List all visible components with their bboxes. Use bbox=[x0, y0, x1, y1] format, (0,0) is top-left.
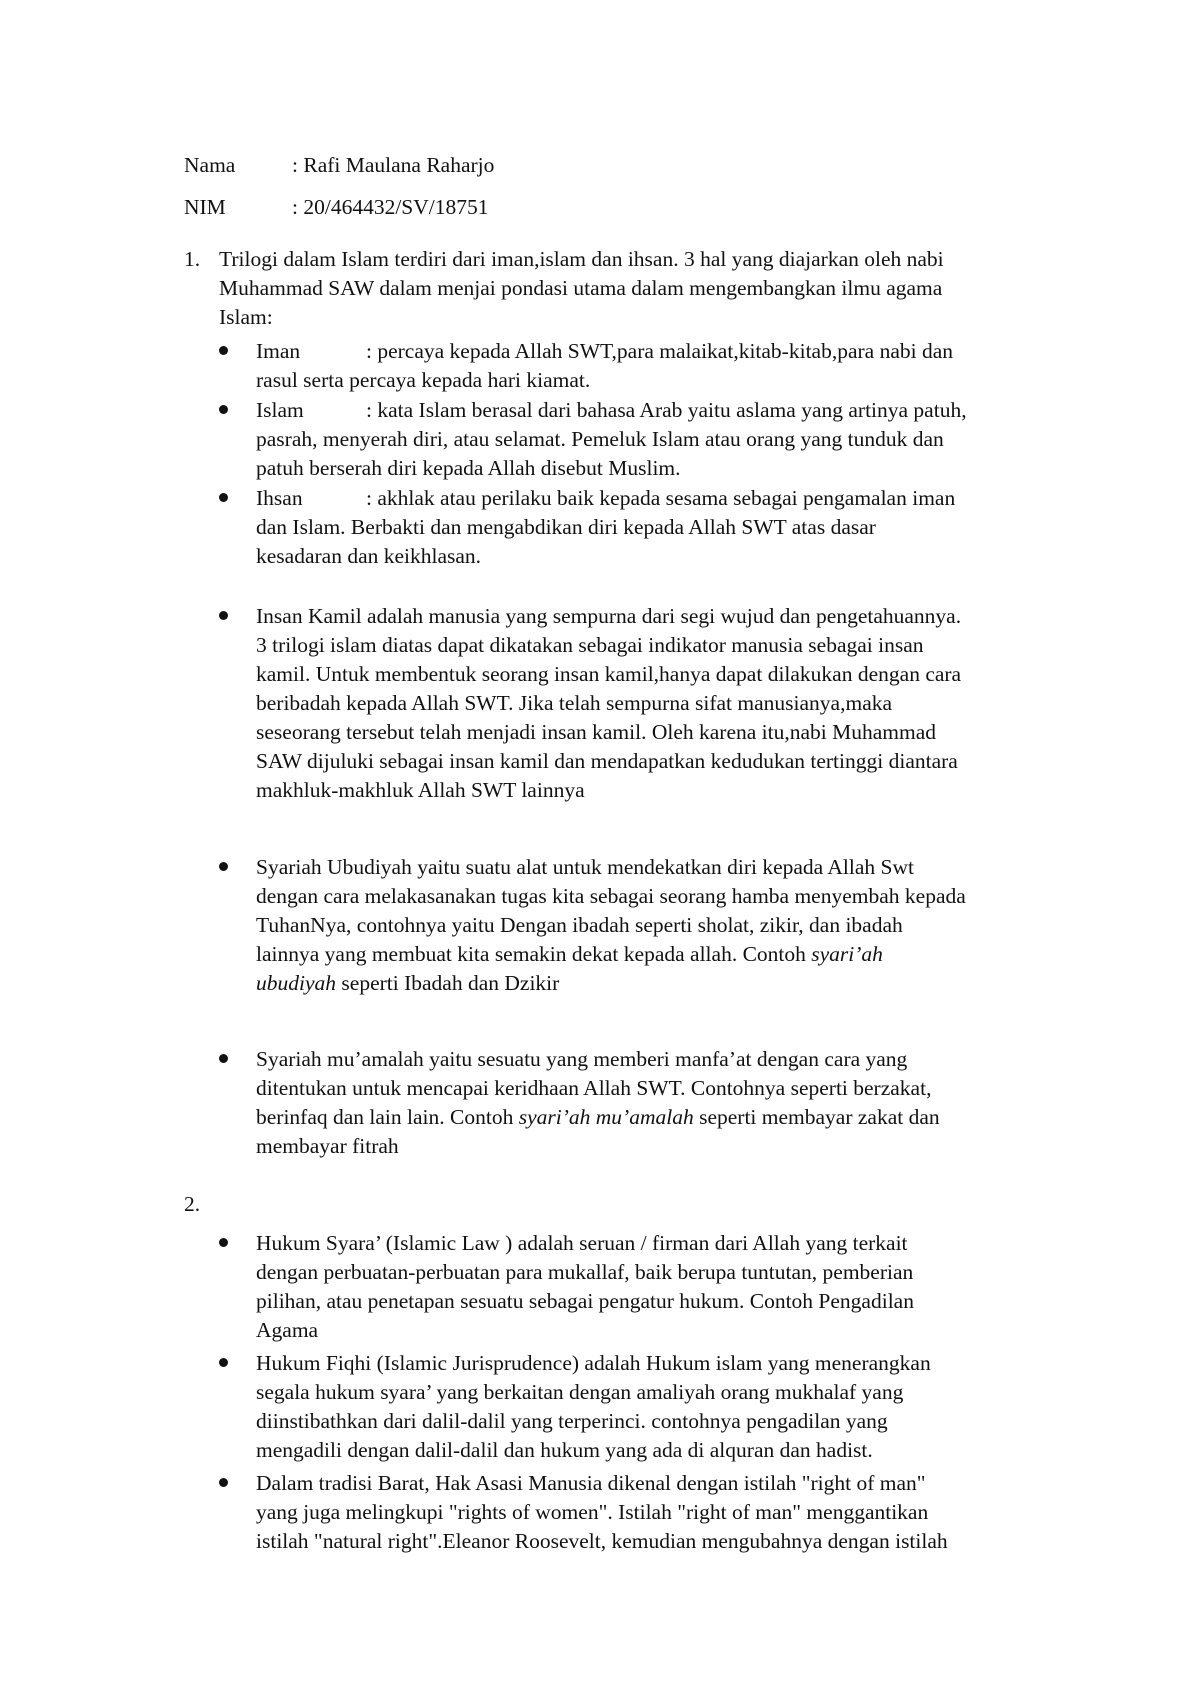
hukum-fiqhi-line: mengadili dengan dalil-dalil dan hukum yang ada di alquran dan hadist. bbox=[256, 1438, 873, 1462]
insan-kamil-line: seseorang tersebut telah menjadi insan kamil. Oleh karena itu,nabi Muhammad bbox=[256, 720, 937, 744]
def-iman: : percaya kepada Allah SWT,para malaikat,kitab-kitab,para nabi dan bbox=[366, 339, 954, 363]
hukum-syara-line: Hukum Syara’ (Islamic Law ) adalah seruan / firman dari Allah yang terkait bbox=[256, 1231, 908, 1255]
hukum-syara-line: Agama bbox=[256, 1318, 319, 1342]
def-ihsan-cont: dan Islam. Berbakti dan mengabdikan diri kepada Allah SWT atas dasar bbox=[256, 515, 876, 539]
muamalah-line: Syariah mu’amalah yaitu sesuatu yang memberi manfa’at dengan cara yang bbox=[256, 1047, 908, 1071]
ubudiyah-line bbox=[256, 939, 883, 969]
muamalah-line bbox=[256, 1102, 940, 1132]
bullet-icon bbox=[219, 1478, 228, 1487]
def-islam-cont: patuh berserah diri kepada Allah disebut Muslim. bbox=[256, 456, 681, 480]
ham-line: istilah "natural right".Eleanor Roosevelt, kemudian mengubahnya dengan istilah bbox=[256, 1529, 948, 1553]
ubudiyah-italic: ubudiyah bbox=[256, 971, 337, 995]
insan-kamil-line: kamil. Untuk membentuk seorang insan kamil,hanya dapat dilakukan dengan cara bbox=[256, 662, 962, 686]
def-ihsan: : akhlak atau perilaku baik kepada sesama sebagai pengamalan iman bbox=[366, 486, 956, 510]
nim-label: NIM bbox=[184, 195, 226, 219]
insan-kamil-line: makhluk-makhluk Allah SWT lainnya bbox=[256, 778, 585, 802]
ubudiyah-line bbox=[256, 968, 559, 998]
insan-kamil-line: beribadah kepada Allah SWT. Jika telah sempurna sifat manusianya,maka bbox=[256, 691, 893, 715]
ubudiyah-line: dengan cara melakasanakan tugas kita sebagai seorang hamba menyembah kepada bbox=[256, 884, 966, 908]
name-label: Nama bbox=[184, 153, 236, 177]
hukum-syara-line: dengan perbuatan-perbuatan para mukallaf, baik berupa tuntutan, pemberian bbox=[256, 1260, 914, 1284]
hukum-fiqhi-line: segala hukum syara’ yang berkaitan dengan amaliyah orang mukhalaf yang bbox=[256, 1380, 904, 1404]
question-2-number: 2. bbox=[184, 1192, 201, 1216]
bullet-icon bbox=[219, 862, 228, 871]
hukum-fiqhi-line: diinstibathkan dari dalil-dalil yang terperinci. contohnya pengadilan yang bbox=[256, 1409, 888, 1433]
bullet-icon bbox=[219, 1238, 228, 1247]
muamalah-text: seperti membayar zakat dan bbox=[693, 1105, 940, 1129]
term-iman: Iman bbox=[256, 339, 301, 363]
def-ihsan-cont: kesadaran dan keikhlasan. bbox=[256, 544, 482, 568]
insan-kamil-line: Insan Kamil adalah manusia yang sempurna dari segi wujud dan pengetahuannya. bbox=[256, 604, 962, 628]
muamalah-line: membayar fitrah bbox=[256, 1134, 399, 1158]
ubudiyah-italic: syari’ah bbox=[811, 942, 883, 966]
term-ihsan: Ihsan bbox=[256, 486, 303, 510]
q1-intro-line: Trilogi dalam Islam terdiri dari iman,islam dan ihsan. 3 hal yang diajarkan oleh nabi bbox=[219, 247, 944, 271]
def-islam: : kata Islam berasal dari bahasa Arab yaitu aslama yang artinya patuh, bbox=[366, 398, 967, 422]
bullet-icon bbox=[219, 405, 228, 414]
hukum-syara-line: pilihan, atau penetapan sesuatu sebagai pengatur hukum. Contoh Pengadilan bbox=[256, 1289, 914, 1313]
ubudiyah-line: Syariah Ubudiyah yaitu suatu alat untuk mendekatkan diri kepada Allah Swt bbox=[256, 855, 914, 879]
ubudiyah-text: lainnya yang membuat kita semakin dekat kepada allah. Contoh bbox=[256, 942, 812, 966]
hukum-fiqhi-line: Hukum Fiqhi (Islamic Jurisprudence) adalah Hukum islam yang menerangkan bbox=[256, 1351, 931, 1375]
ubudiyah-line: TuhanNya, contohnya yaitu Dengan ibadah seperti sholat, zikir, dan ibadah bbox=[256, 913, 903, 937]
bullet-icon bbox=[219, 611, 228, 620]
bullet-icon bbox=[219, 493, 228, 502]
bullet-icon bbox=[219, 1358, 228, 1367]
bullet-icon bbox=[219, 1054, 228, 1063]
muamalah-text: berinfaq dan lain lain. Contoh bbox=[256, 1105, 519, 1129]
insan-kamil-line: 3 trilogi islam diatas dapat dikatakan sebagai indikator manusia sebagai insan bbox=[256, 633, 924, 657]
insan-kamil-line: SAW dijuluki sebagai insan kamil dan mendapatkan kedudukan tertinggi diantara bbox=[256, 749, 958, 773]
name-value: : Rafi Maulana Raharjo bbox=[292, 153, 495, 177]
term-islam: Islam bbox=[256, 398, 304, 422]
q1-intro-line: Islam: bbox=[219, 305, 273, 329]
def-islam-cont: pasrah, menyerah diri, atau selamat. Pemeluk Islam atau orang yang tunduk dan bbox=[256, 427, 944, 451]
ubudiyah-text: seperti Ibadah dan Dzikir bbox=[336, 971, 560, 995]
bullet-icon bbox=[219, 346, 228, 355]
ham-line: Dalam tradisi Barat, Hak Asasi Manusia dikenal dengan istilah "right of man" bbox=[256, 1471, 926, 1495]
nim-value: : 20/464432/SV/18751 bbox=[292, 195, 489, 219]
q1-intro-line: Muhammad SAW dalam menjai pondasi utama dalam mengembangkan ilmu agama bbox=[219, 276, 943, 300]
def-iman-cont: rasul serta percaya kepada hari kiamat. bbox=[256, 368, 591, 392]
question-1-number: 1. bbox=[184, 247, 201, 271]
muamalah-italic: syari’ah mu’amalah bbox=[518, 1105, 694, 1129]
ham-line: yang juga melingkupi "rights of women". Istilah "right of man" menggantikan bbox=[256, 1500, 929, 1524]
muamalah-line: ditentukan untuk mencapai keridhaan Allah SWT. Contohnya seperti berzakat, bbox=[256, 1076, 932, 1100]
